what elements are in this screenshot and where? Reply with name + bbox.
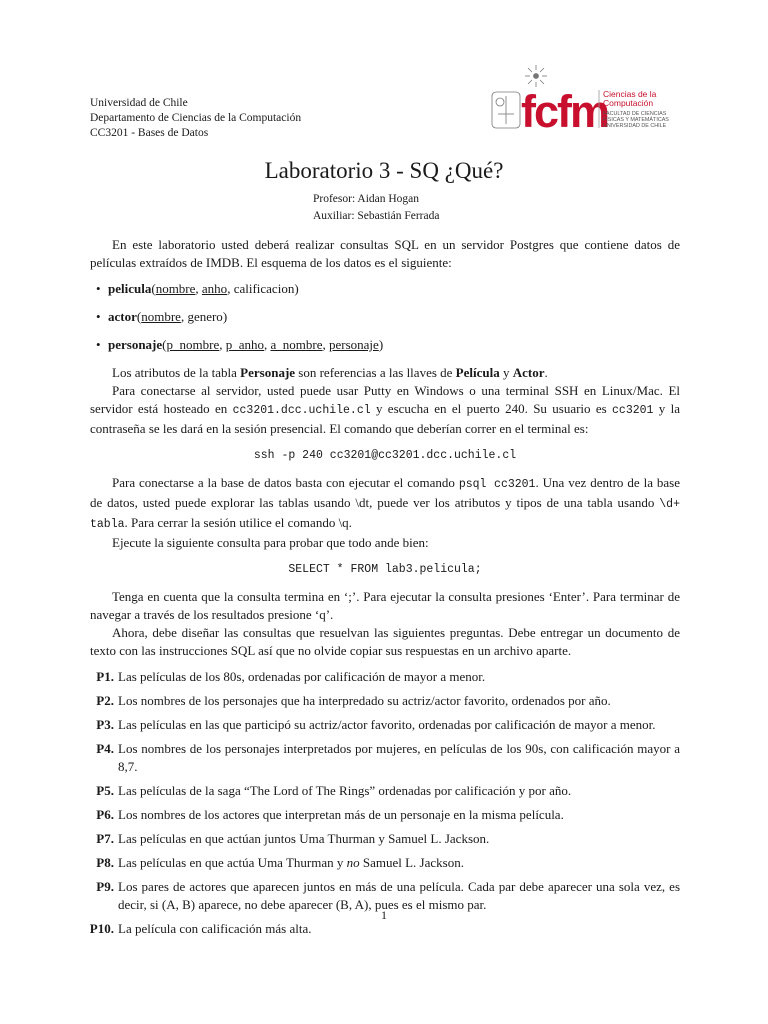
key-attribute: nombre: [155, 281, 196, 296]
questions-list: [90, 668, 680, 938]
question-text: Los pares de actores que aparecen juntos en más de una película. Cada par debe aparecer una sola vez, es decir, si (A, B) aparece, no debe aparecer (B, A), pues es el mismo par.: [118, 879, 680, 912]
connect-text: Para conectarse al servidor, usted puede usar Putty en Windows o una terminal SSH en Linux/Mac. El servidor está hosteado en: [90, 383, 680, 416]
schema-item-actor: [108, 308, 680, 326]
professor-line: Profesor: Aidan Hogan: [313, 193, 420, 205]
question-number: P1.: [96, 669, 114, 684]
question-text: Las películas en que actúan juntos Uma Thurman y Samuel L. Jackson.: [118, 831, 490, 846]
question-number: P8.: [96, 855, 114, 870]
question-number: P4.: [96, 741, 114, 756]
document-body: [90, 236, 680, 944]
connect-text: y escucha en el puerto 240. Su usuario es: [370, 401, 613, 416]
db-text: . Para cerrar la sesión utilice el comando \q.: [124, 515, 352, 530]
intro-paragraph: En este laboratorio usted deberá realizar consultas SQL en un servidor Postgres que contiene datos de películas extraídos de IMDB. El esquema de los datos es el siguiente:: [90, 237, 680, 270]
database-paragraph: [90, 474, 680, 534]
question-item: [90, 830, 680, 848]
key-attribute: nombre: [141, 309, 181, 324]
describe-command: \d+ tabla: [90, 498, 680, 531]
db-text: Para conectarse a la base de datos basta con ejecutar el comando: [112, 475, 459, 490]
question-number: P3.: [96, 717, 114, 732]
fk-text: .: [544, 365, 548, 380]
schema-item-personaje: [108, 336, 680, 354]
db-text: . Una vez dentro de la base de datos, usted puede explorar las tablas usando \dt, puede ver los atributos y tipos de una tabla usando: [90, 475, 680, 510]
question-text: Los nombres de los personajes que ha interpredado su actriz/actor favorito, ordenados por año.: [118, 693, 611, 708]
question-item: [90, 854, 680, 872]
question-number: P9.: [96, 879, 114, 894]
attribute: calificacion: [233, 281, 295, 296]
question-item: [90, 782, 680, 800]
fk-table: Película: [455, 365, 500, 380]
key-attribute: p_anho: [225, 337, 265, 352]
schema-list: [90, 280, 680, 354]
question-text: Los nombres de los actores que interpretan más de un personaje en la misma película.: [118, 807, 564, 822]
question-text: La película con calificación más alta.: [118, 921, 312, 936]
question-text: Los nombres de los personajes interpretados por mujeres, en películas de los 90s, con calificación mayor a 8,7.: [118, 741, 680, 774]
tips-paragraph: Tenga en cuenta que la consulta termina en ‘;’. Para ejecutar la consulta presiones ‘Enter’. Para terminar de navegar a través de los resultados presione ‘q’.: [90, 589, 680, 622]
paren-close: ): [222, 309, 228, 324]
question-text: Las películas de los 80s, ordenadas por calificación de mayor a menor.: [118, 669, 486, 684]
connect-paragraph: [90, 382, 680, 438]
logo-line-2: Computación: [603, 98, 654, 108]
question-text: Las películas en las que participó su actriz/actor favorito, ordenadas por calificación de mayor a menor.: [118, 717, 656, 732]
question-text: Las películas de la saga “The Lord of The Rings” ordenadas por calificación y por año.: [118, 783, 572, 798]
separator: ,: [195, 281, 202, 296]
university-name: Universidad de Chile: [90, 97, 188, 109]
question-item: [90, 692, 680, 710]
question-item: [90, 740, 680, 776]
fk-table: Personaje: [240, 365, 296, 380]
key-attribute: p_nombre: [166, 337, 220, 352]
logo-line-4: FÍSICAS Y MATEMÁTICAS: [603, 117, 669, 123]
fk-text: son referencias a las llaves de: [295, 365, 456, 380]
question-text: Samuel L. Jackson.: [359, 855, 464, 870]
question-item: [90, 716, 680, 734]
ssh-command: ssh -p 240 cc3201@cc3201.dcc.uchile.cl: [253, 449, 517, 462]
paren-close: ): [294, 281, 299, 296]
relation-name: pelicula: [108, 281, 152, 296]
logo-line-1: Ciencias de la: [603, 89, 657, 99]
paren-open: (: [162, 337, 167, 352]
key-attribute: a_nombre: [270, 337, 323, 352]
fcfm-logo: [486, 62, 691, 140]
test-intro: Ejecute la siguiente consulta para probar que todo ande bien:: [112, 535, 429, 550]
task-paragraph: Ahora, debe diseñar las consultas que resuelvan las siguientes preguntas. Debe entregar un documento de texto con las instrucciones SQL así que no olvide copiar sus respuestas en un archivo aparte.: [90, 625, 680, 658]
separator: ,: [322, 337, 329, 352]
question-number: P5.: [96, 783, 114, 798]
psql-command: psql cc3201: [458, 478, 536, 491]
fk-text: Los atributos de la tabla: [112, 365, 241, 380]
logo-line-5: UNIVERSIDAD DE CHILE: [603, 123, 667, 129]
separator: ,: [180, 309, 188, 324]
paren-open: (: [151, 281, 156, 296]
question-item: [90, 668, 680, 686]
page-number: 1: [381, 908, 387, 922]
relation-name: personaje: [108, 337, 163, 352]
test-query: SELECT * FROM lab3.pelicula;: [288, 563, 482, 576]
question-emphasis: no: [346, 855, 360, 870]
fk-text: y: [499, 365, 513, 380]
key-attribute: personaje: [329, 337, 379, 352]
fk-table: Actor: [512, 365, 545, 380]
assistant-line: Auxiliar: Sebastián Ferrada: [313, 210, 440, 222]
server-host: cc3201.dcc.uchile.cl: [232, 404, 371, 417]
department-name: Departamento de Ciencias de la Computación: [90, 112, 302, 124]
paren-open: (: [136, 309, 142, 324]
page-title: Laboratorio 3 - SQ ¿Qué?: [264, 158, 504, 183]
question-number: P6.: [96, 807, 114, 822]
connect-text: y la contraseña se les dará en la sesión presencial. El comando que deberían correr en el terminal es:: [90, 401, 680, 436]
server-user: cc3201: [612, 404, 654, 417]
schema-item-pelicula: [108, 280, 680, 298]
key-attribute: anho: [201, 281, 228, 296]
question-item: [90, 806, 680, 824]
foreign-key-paragraph: [90, 364, 680, 382]
staff-block: [313, 191, 439, 225]
relation-name: actor: [108, 309, 137, 324]
fcfm-mark: fcfm: [521, 86, 609, 137]
paren-close: ): [378, 337, 384, 352]
separator: ,: [264, 337, 271, 352]
question-text: Las películas en que actúa Uma Thurman y: [118, 855, 347, 870]
question-number: P2.: [96, 693, 114, 708]
attribute: genero: [187, 309, 223, 324]
separator: ,: [227, 281, 234, 296]
question-number: P10.: [89, 921, 114, 936]
course-name: CC3201 - Bases de Datos: [90, 127, 209, 139]
question-number: P7.: [96, 831, 114, 846]
logo-line-3: FACULTAD DE CIENCIAS: [603, 111, 667, 117]
separator: ,: [219, 337, 226, 352]
document-header: [90, 96, 301, 141]
